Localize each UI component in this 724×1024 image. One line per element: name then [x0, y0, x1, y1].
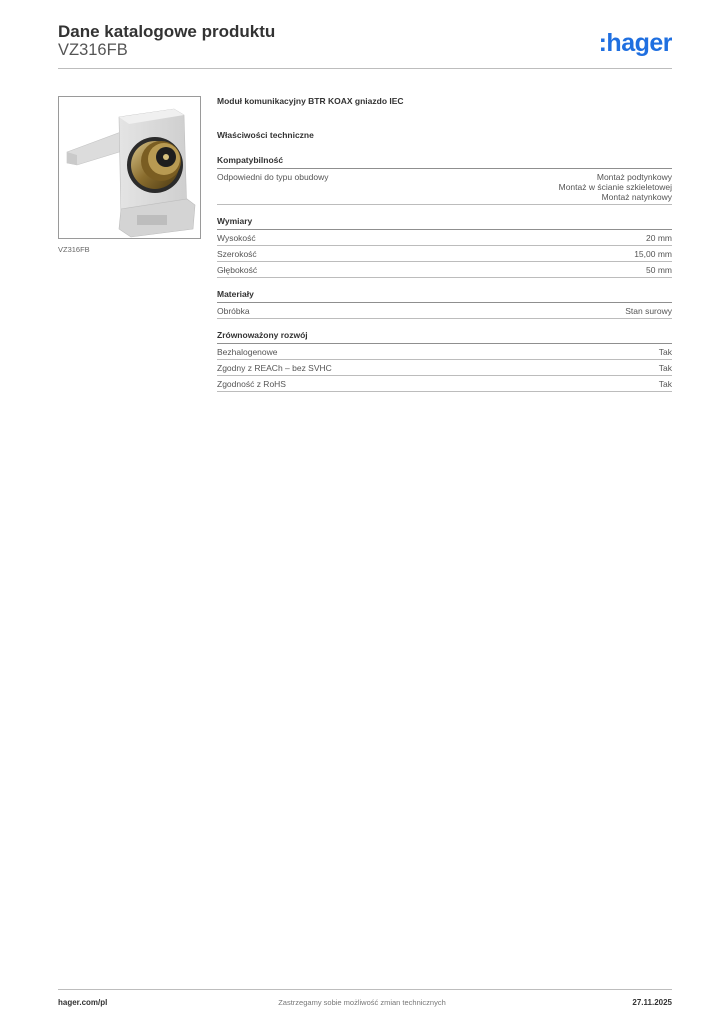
spec-group: [217, 330, 672, 392]
technical-properties-heading: Właściwości techniczne: [217, 130, 314, 140]
spec-group: [217, 216, 672, 278]
spec-row: [217, 262, 672, 278]
page-header: [58, 20, 672, 70]
spec-label: Obróbka: [217, 306, 250, 316]
spec-group-title: Materiały: [217, 289, 672, 303]
footer-date: 27.11.2025: [632, 998, 672, 1007]
spec-value: [659, 379, 672, 389]
spec-content: [217, 96, 672, 392]
image-caption: VZ316FB: [58, 245, 90, 254]
spec-row: [217, 360, 672, 376]
spec-value-line: Tak: [658, 379, 672, 389]
footer-disclaimer: Zastrzegamy sobie możliwość zmian technicznych: [278, 998, 446, 1007]
footer-website[interactable]: hager.com/pl: [58, 998, 108, 1007]
spec-value-line: Montaż natynkowy: [601, 192, 672, 202]
coax-module-illustration: [59, 97, 201, 239]
spec-label: Zgodność z RoHS: [217, 379, 286, 389]
spec-label: Wysokość: [217, 233, 256, 243]
svg-text::hager: :hager: [598, 29, 672, 57]
spec-value: [646, 265, 672, 275]
spec-label: Zgodny z REACh – bez SVHC: [217, 363, 332, 373]
spec-group-title: Kompatybilność: [217, 155, 672, 169]
spec-row: [217, 246, 672, 262]
header-divider: [58, 68, 672, 69]
spec-value-line: Stan surowy: [625, 306, 672, 316]
spec-value-line: Tak: [658, 363, 672, 373]
spec-label: Bezhalogenowe: [217, 347, 278, 357]
product-image: [58, 96, 201, 239]
spec-row: [217, 169, 672, 205]
spec-label: Odpowiedni do typu obudowy: [217, 172, 329, 182]
spec-group-title: Wymiary: [217, 216, 672, 230]
spec-value-line: 50 mm: [646, 265, 672, 275]
spec-row: [217, 344, 672, 360]
spec-value: [559, 172, 672, 202]
spec-row: [217, 303, 672, 319]
spec-value: [625, 306, 672, 316]
spec-value-line: Tak: [658, 347, 672, 357]
spec-row: [217, 376, 672, 392]
spec-row: [217, 230, 672, 246]
spec-label: Głębokość: [217, 265, 258, 275]
spec-label: Szerokość: [217, 249, 257, 259]
product-code: VZ316FB: [58, 41, 128, 59]
spec-group: [217, 289, 672, 319]
spec-group-title: Zrównoważony rozwój: [217, 330, 672, 344]
spec-value: [659, 363, 672, 373]
footer-divider: [58, 989, 672, 990]
spec-group: [217, 155, 672, 205]
spec-value-line: 20 mm: [646, 233, 672, 243]
spec-value: [634, 249, 672, 259]
spec-groups: [217, 155, 672, 392]
hager-logo: [588, 29, 672, 61]
product-name: Moduł komunikacyjny BTR KOAX gniazdo IEC: [217, 96, 404, 106]
spec-value: [646, 233, 672, 243]
spec-value-line: Montaż podtynkowy: [596, 172, 672, 182]
spec-value-line: Montaż w ścianie szkieletowej: [558, 182, 672, 192]
page-title: Dane katalogowe produktu: [58, 22, 276, 41]
spec-value: [659, 347, 672, 357]
spec-value-line: 15,00 mm: [634, 249, 672, 259]
